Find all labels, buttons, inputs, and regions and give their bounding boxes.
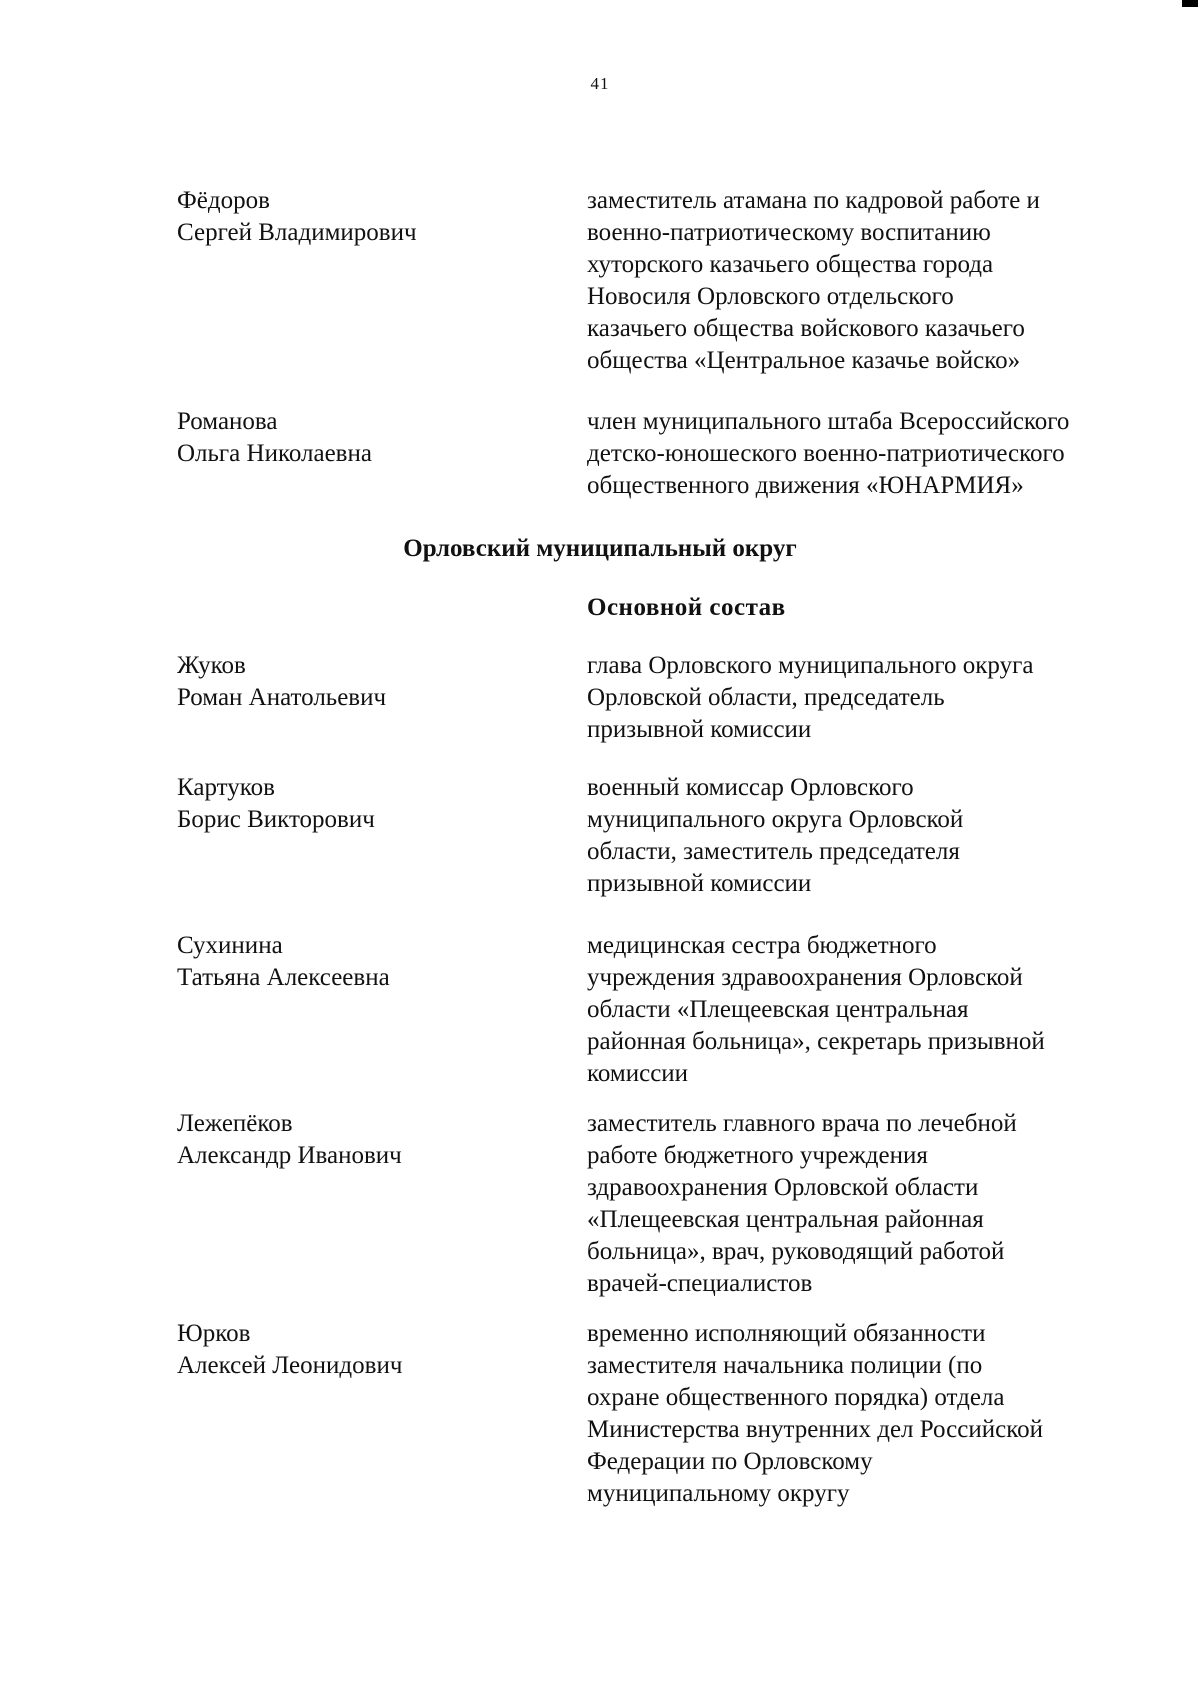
member-role [587, 406, 1147, 502]
member-surname: Романова [177, 408, 278, 435]
role-line: глава Орловского муниципального округа [587, 652, 1034, 679]
role-line: учреждения здравоохранения Орловской [587, 964, 1023, 991]
role-line: «Плещеевская центральная районная [587, 1206, 984, 1233]
member-surname: Лежепёков [177, 1110, 293, 1137]
member-name [177, 406, 557, 470]
member-role [587, 650, 1147, 746]
role-line: Федерации по Орловскому [587, 1448, 873, 1475]
page-number: 41 [590, 74, 610, 93]
member-surname: Фёдоров [177, 187, 270, 214]
role-line: комиссии [587, 1060, 689, 1087]
member-role [587, 185, 1147, 377]
member-surname: Сухинина [177, 932, 283, 959]
role-line: призывной комиссии [587, 870, 812, 897]
role-line: заместитель атамана по кадровой работе и [587, 187, 1040, 214]
role-line: призывной комиссии [587, 716, 812, 743]
member-name [177, 772, 557, 836]
role-line: хуторского казачьего общества города [587, 251, 994, 278]
role-line: заместителя начальника полиции (по [587, 1352, 983, 1379]
member-name [177, 930, 557, 994]
role-line: муниципальному округу [587, 1480, 850, 1507]
member-surname: Юрков [177, 1320, 251, 1347]
member-given-names: Татьяна Алексеевна [177, 964, 390, 991]
role-line: медицинская сестра бюджетного [587, 932, 937, 959]
role-line: общества «Центральное казачье войско» [587, 347, 1021, 374]
role-line: общественного движения «ЮНАРМИЯ» [587, 472, 1024, 499]
member-role [587, 1108, 1147, 1300]
member-surname: Картуков [177, 774, 275, 801]
role-line: муниципального округа Орловской [587, 806, 964, 833]
role-line: врачей-специалистов [587, 1270, 813, 1297]
member-name [177, 185, 557, 249]
role-line: временно исполняющий обязанности [587, 1320, 986, 1347]
member-surname: Жуков [177, 652, 246, 679]
role-line: районная больница», секретарь призывной [587, 1028, 1045, 1055]
role-line: заместитель главного врача по лечебной [587, 1110, 1017, 1137]
member-role [587, 930, 1147, 1090]
role-line: работе бюджетного учреждения [587, 1142, 928, 1169]
member-given-names: Александр Иванович [177, 1142, 402, 1169]
role-line: охране общественного порядка) отдела [587, 1384, 1005, 1411]
member-name [177, 1318, 557, 1382]
role-line: военно-патриотическому воспитанию [587, 219, 991, 246]
member-given-names: Роман Анатольевич [177, 684, 387, 711]
role-line: здравоохранения Орловской области [587, 1174, 979, 1201]
role-line: детско-юношеского военно-патриотического [587, 440, 1065, 467]
member-name [177, 650, 557, 714]
member-given-names: Борис Викторович [177, 806, 375, 833]
member-role [587, 772, 1147, 900]
subsection-title: Основной состав [587, 594, 786, 621]
role-line: член муниципального штаба Всероссийского [587, 408, 1070, 435]
member-given-names: Ольга Николаевна [177, 440, 372, 467]
role-line: области, заместитель председателя [587, 838, 960, 865]
member-name [177, 1108, 557, 1172]
member-given-names: Сергей Владимирович [177, 219, 417, 246]
section-title: Орловский муниципальный округ [403, 535, 797, 562]
role-line: Министерства внутренних дел Российской [587, 1416, 1043, 1443]
role-line: казачьего общества войскового казачьего [587, 315, 1025, 342]
role-line: военный комиссар Орловского [587, 774, 914, 801]
member-given-names: Алексей Леонидович [177, 1352, 403, 1379]
role-line: больница», врач, руководящий работой [587, 1238, 1005, 1265]
role-line: области «Плещеевская центральная [587, 996, 969, 1023]
role-line: Орловской области, председатель [587, 684, 945, 711]
member-role [587, 1318, 1147, 1510]
role-line: Новосиля Орловского отдельского [587, 283, 954, 310]
scan-corner-mark [1182, 0, 1198, 7]
